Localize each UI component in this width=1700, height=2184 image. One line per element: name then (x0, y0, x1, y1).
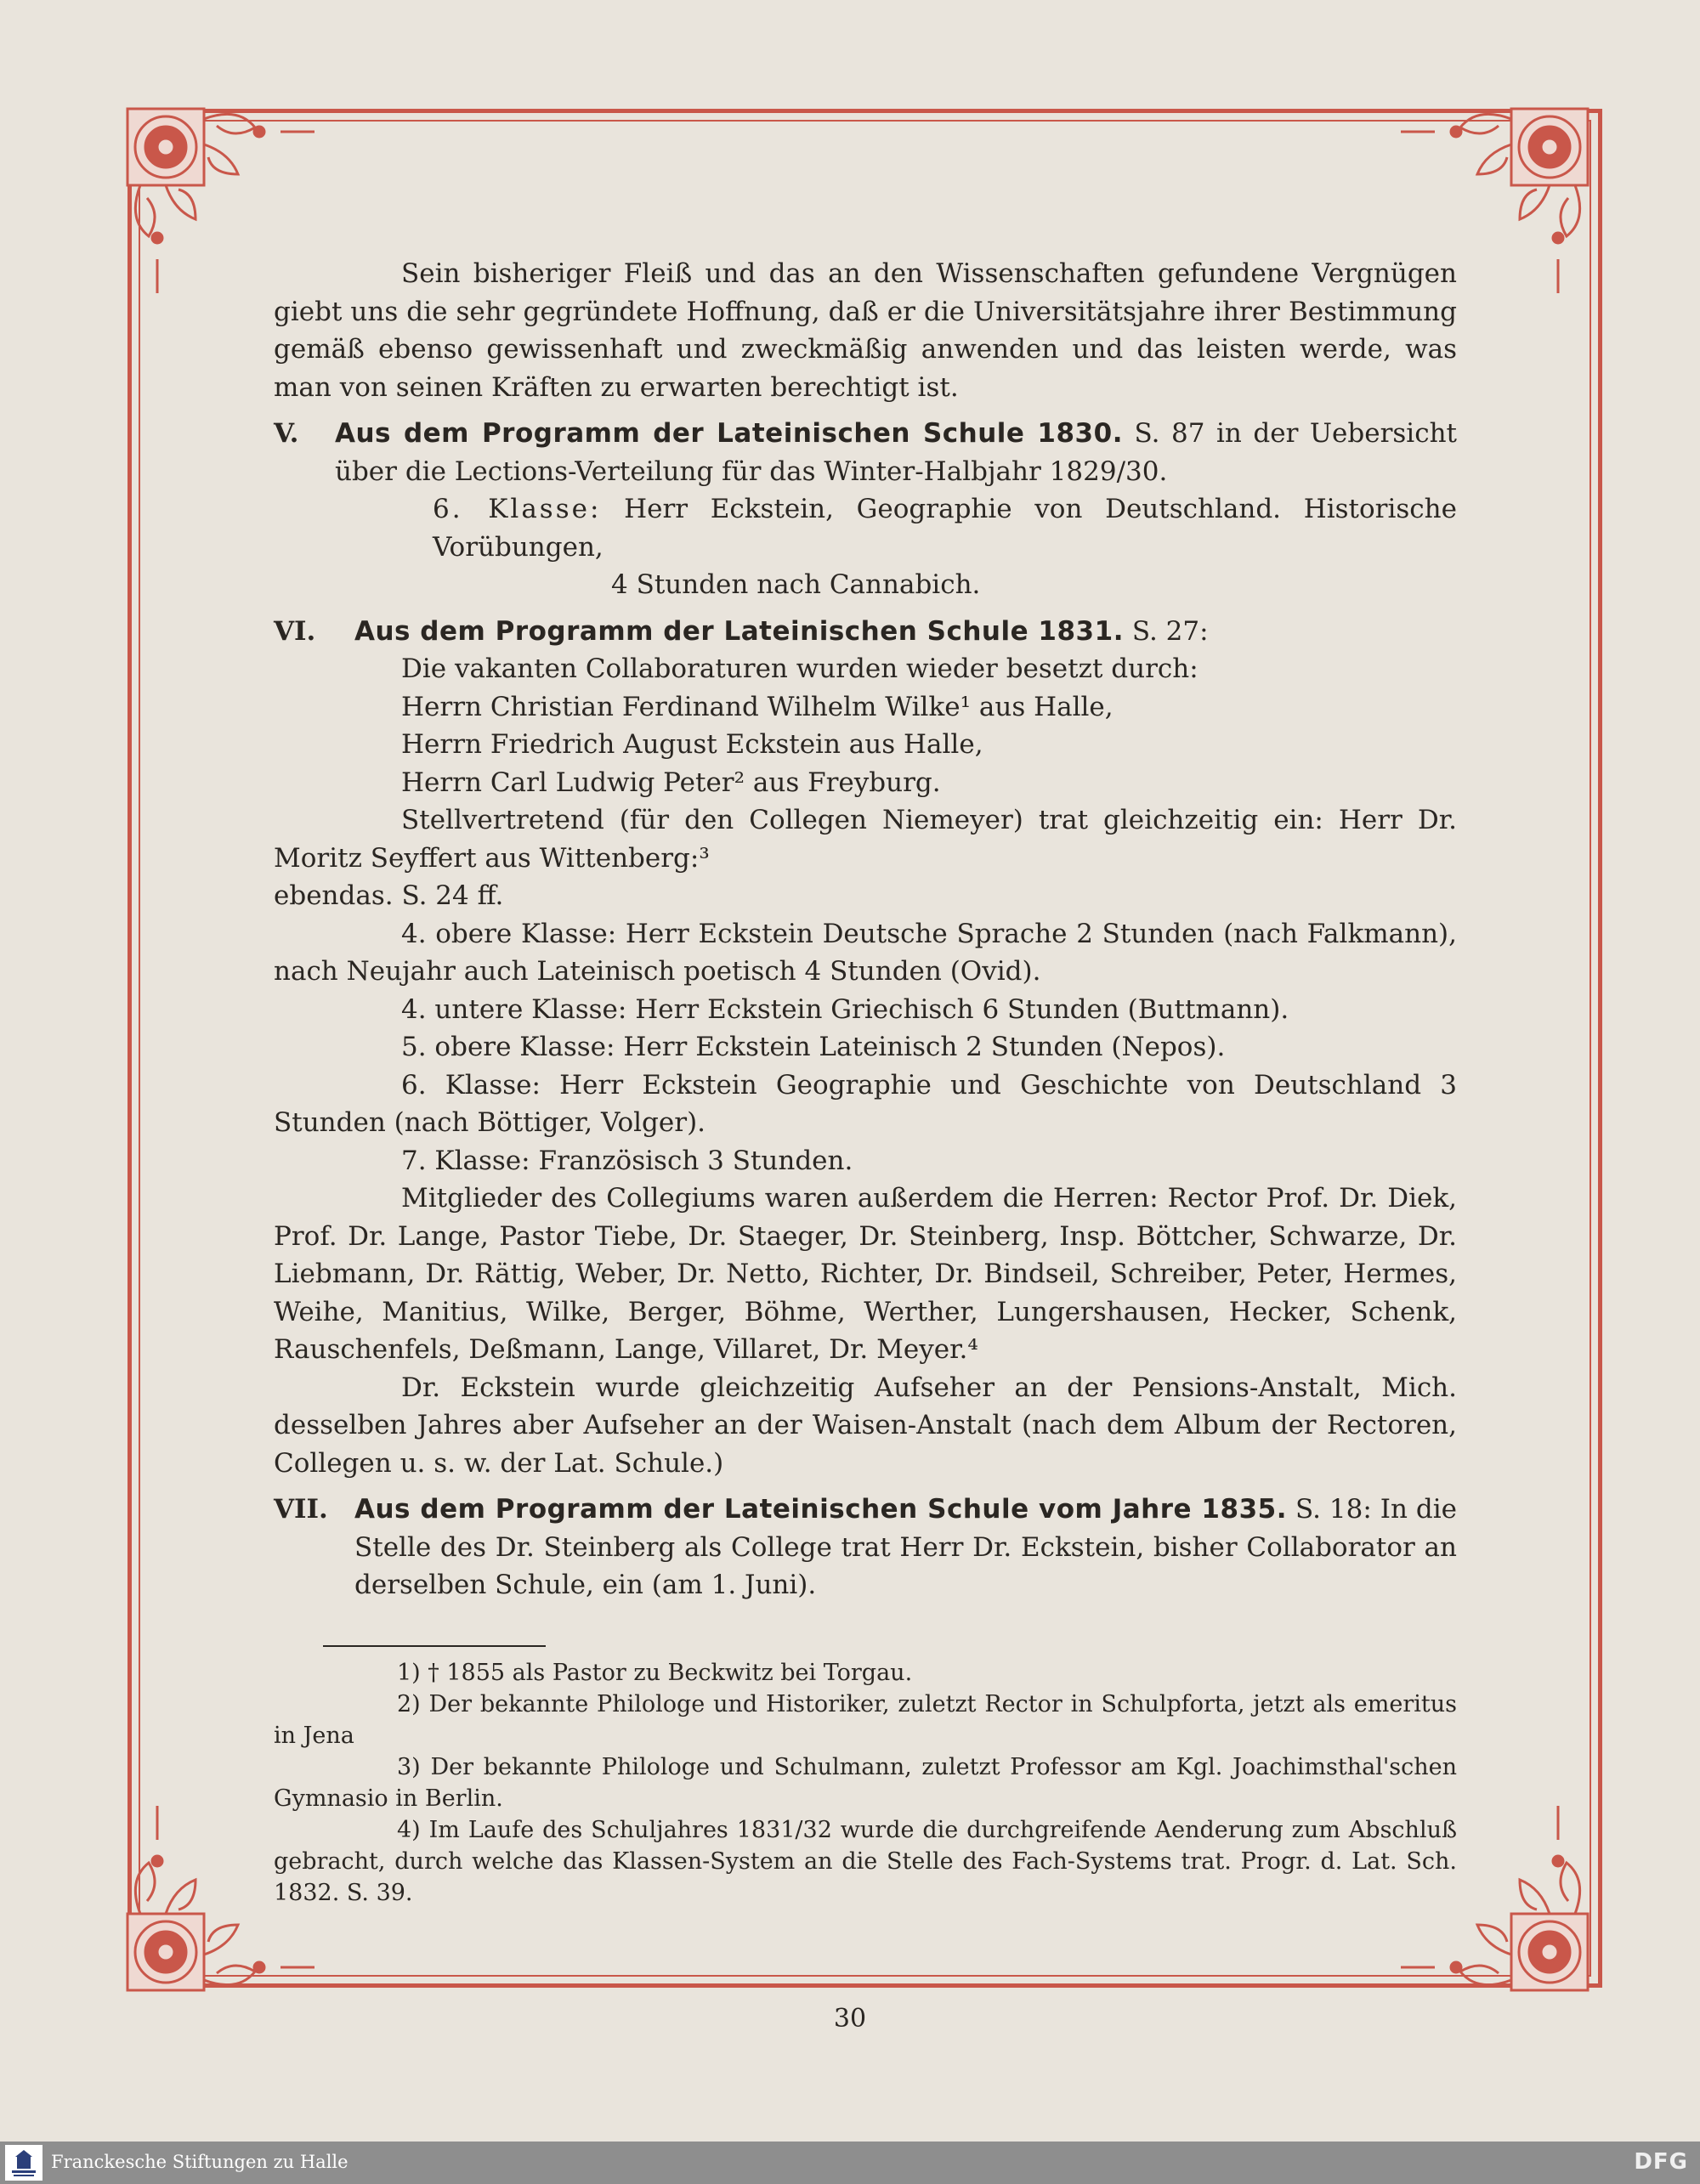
paragraph-mitglieder: Mitglieder des Collegiums waren außerdem die Herren: Rector Prof. Dr. Diek, Prof. Dr. Lange, Pastor Tiebe, Dr. Staeger, Dr. Steinberg, Insp. Böttcher, Schwarze, Dr. Liebmann, Dr. Rättig, Weber, Dr. Netto, Richter, Dr. Bindseil, Schreiber, Peter, Hermes, Weihe, Manitius, Wilke, Berger, Böhme, Werther, Lungershausen, Hecker, Schenk, Rauschenfels, Deßmann, Lange, Villaret, Dr. Meyer.⁴ (274, 1183, 1457, 1365)
footnote-4: 4) Im Laufe des Schuljahres 1831/32 wurde die durchgreifende Aenderung zum Abschluß gebracht, durch welche das Klassen-System an die Stelle des Fach-Systems trat. Progr. d. Lat. Sch. 1832. S. 39. (274, 1817, 1457, 1906)
section-vi (274, 613, 1457, 651)
list-item: Herrn Carl Ludwig Peter² aus Freyburg. (401, 767, 941, 798)
footnote-divider (323, 1645, 546, 1647)
institution-name[interactable]: Franckesche Stiftungen zu Halle (51, 2152, 348, 2172)
list-item: Herrn Friedrich August Eckstein aus Halle, (401, 729, 983, 760)
section-vii (274, 1491, 1457, 1604)
list-item: Die vakanten Collaboraturen wurden wieder besetzt durch: (401, 654, 1198, 684)
footnote-2: 2) Der bekannte Philologe und Historiker, zuletzt Rector in Schulpforta, jetzt als emeritus in Jena (274, 1691, 1457, 1749)
page-number: 30 (833, 2004, 867, 2034)
section-text: S. 27: (1131, 615, 1209, 647)
dfg-logo[interactable]: DFG (1634, 2149, 1688, 2175)
paragraph-klasse-6: 6. Klasse: Herr Eckstein Geographie und Geschichte von Deutschland 3 Stunden (nach Böttiger, Volger). (274, 1069, 1457, 1138)
paragraph-stellvertretend: Stellvertretend (für den Collegen Niemeyer) trat gleichzeitig ein: Herr Dr. Moritz Seyffert aus Wittenberg:³ (274, 805, 1457, 874)
paragraph-ebendas: ebendas. S. 24 ff. (274, 880, 504, 911)
paragraph-intro: Sein bisheriger Fleiß und das an den Wissenschaften gefundene Vergnügen giebt uns die sehr gegründete Hoffnung, daß er die Universitätsjahre ihrer Bestimmung gemäß ebenso gewissenhaft und zweckmäßig anwenden und das leisten werde, was man von seinen Kräften zu erwarten berechtigt ist. (274, 258, 1457, 403)
klasse-text: Herr Eckstein, Geographie von Deutschland. Historische Vorübungen, (433, 494, 1457, 563)
klasse-label: 6. Klasse: (433, 494, 602, 524)
footnote-3: 3) Der bekannte Philologe und Schulmann, zuletzt Professor am Kgl. Joachimsthal'schen Gymnasio in Berlin. (274, 1754, 1457, 1812)
collaborator-list (274, 650, 1457, 801)
section-text: S. 87 in der Uebersicht über die Lections-Verteilung für das Winter-Halbjahr 1829/30. (335, 418, 1457, 487)
section-heading: Aus dem Programm der Lateinischen Schule 1830. (335, 418, 1123, 449)
paragraph-aufseher: Dr. Eckstein wurde gleichzeitig Aufseher an der Pensions-Anstalt, Mich. desselben Jahres aber Aufseher an der Waisen-Anstalt (nach dem Album der Rectoren, Collegen u. s. w. der Lat. Schule.) (274, 1372, 1457, 1479)
section-text: S. 18: In die Stelle des Dr. Steinberg als College trat Herr Dr. Eckstein, bisher Collaborator an derselben Schule, ein (am 1. Juni). (354, 1494, 1457, 1600)
klasse-entry (433, 490, 1457, 604)
section-number: VII. (274, 1494, 328, 1525)
list-item: Herrn Christian Ferdinand Wilhelm Wilke¹ aus Halle, (401, 691, 1114, 722)
footnote-1: 1) † 1855 als Pastor zu Beckwitz bei Torgau. (397, 1660, 913, 1686)
section-number: V. (274, 418, 299, 449)
section-heading: Aus dem Programm der Lateinischen Schule 1831. (354, 615, 1124, 647)
viewer-footer-bar (0, 2142, 1700, 2184)
paragraph-klasse-4-obere: 4. obere Klasse: Herr Eckstein Deutsche Sprache 2 Stunden (nach Falkmann), nach Neujahr auch Lateinisch poetisch 4 Stunden (Ovid). (274, 918, 1457, 987)
klasse-text-cont: 4 Stunden nach Cannabich. (611, 569, 981, 600)
paragraph-klasse-7: 7. Klasse: Französisch 3 Stunden. (401, 1145, 853, 1176)
paragraph-klasse-4-untere: 4. untere Klasse: Herr Eckstein Griechisch 6 Stunden (Buttmann). (401, 993, 1289, 1025)
paragraph-klasse-5-obere: 5. obere Klasse: Herr Eckstein Lateinisch 2 Stunden (Nepos). (401, 1032, 1226, 1062)
section-number: VI. (274, 615, 316, 647)
section-v (274, 415, 1457, 604)
institution-logo-icon[interactable] (5, 2145, 42, 2181)
main-text (274, 255, 1457, 1604)
section-heading: Aus dem Programm der Lateinischen Schule vom Jahre 1835. (354, 1494, 1287, 1525)
footnotes (274, 1657, 1457, 1909)
